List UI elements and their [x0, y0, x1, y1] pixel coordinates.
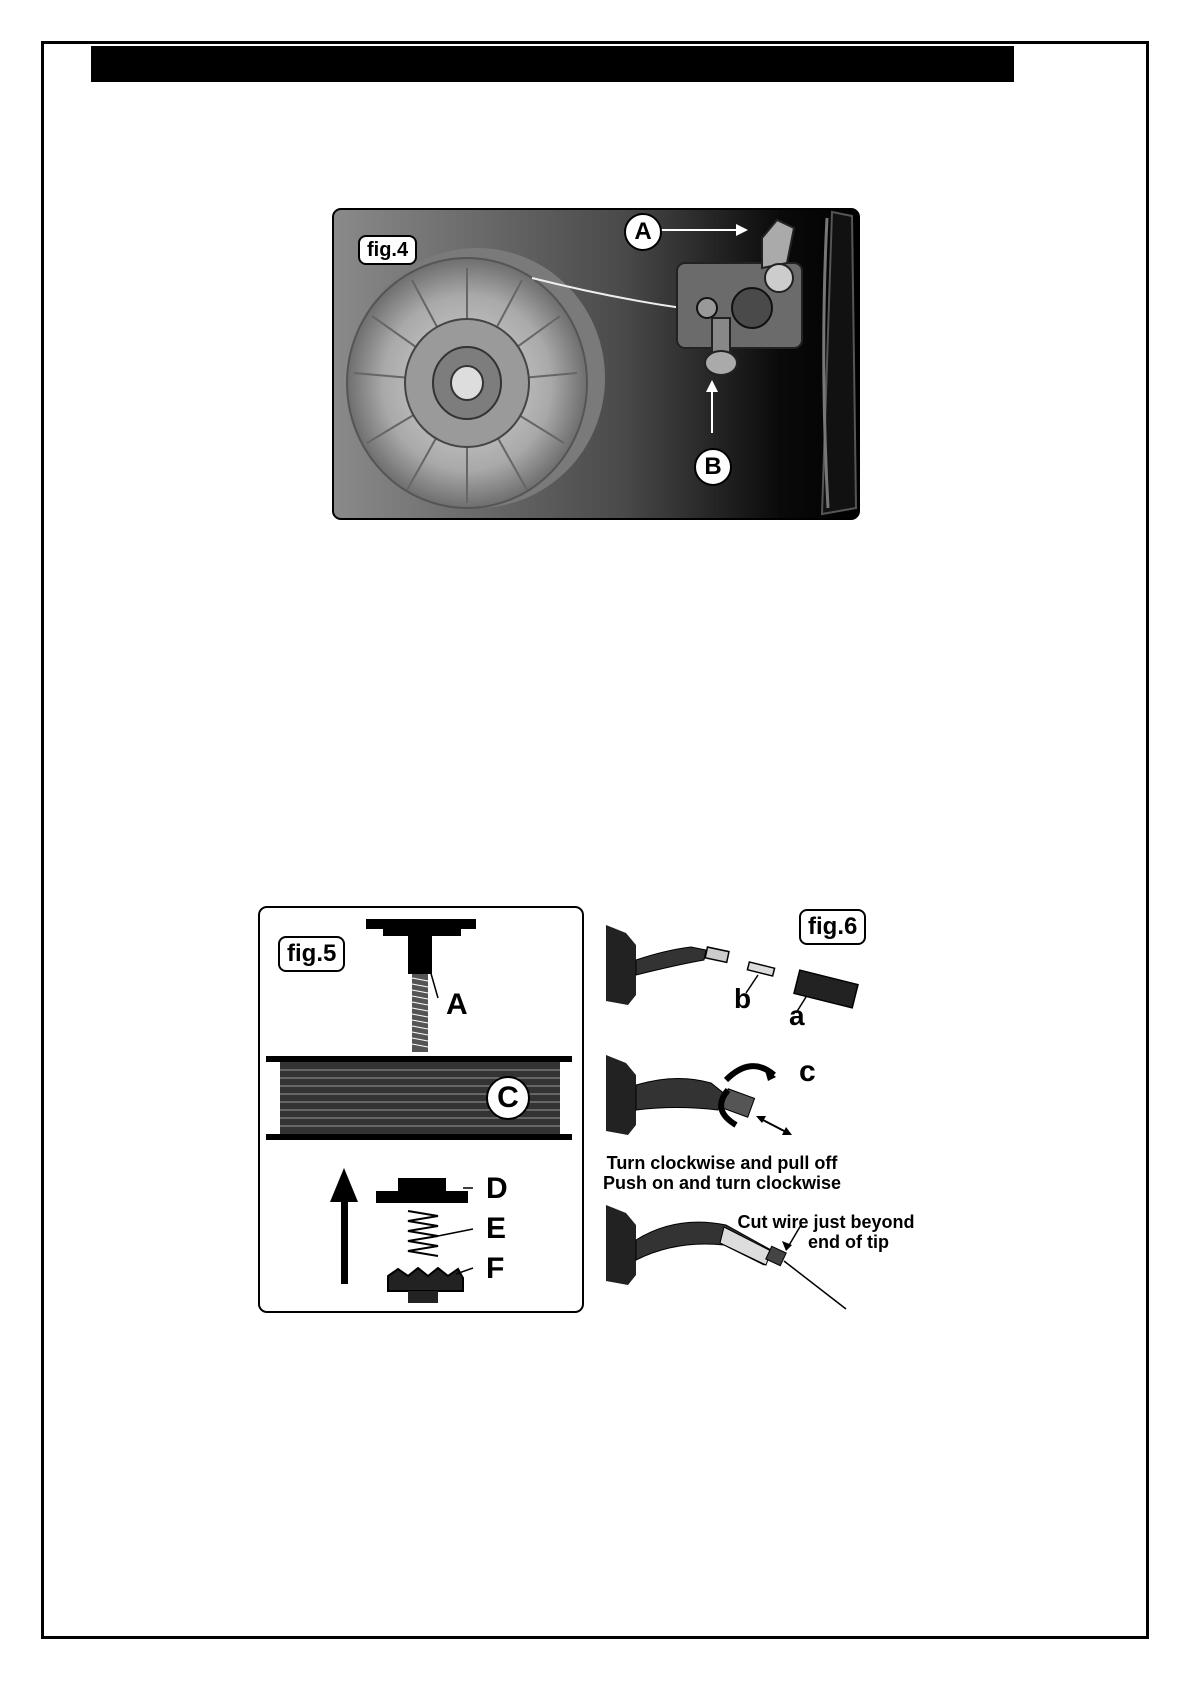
fig4-photo [332, 208, 860, 520]
fig6-diagram [596, 905, 936, 1315]
fig5-label-a: A [446, 988, 468, 1021]
fig5-label-d: D [486, 1172, 508, 1205]
fig6-tag: fig.6 [799, 909, 866, 945]
fig6-caption-cut-2: end of tip [808, 1232, 889, 1252]
fig5-diagram [258, 906, 584, 1313]
fig6-caption-cut-1: Cut wire just beyond [737, 1212, 915, 1232]
header-bar [91, 46, 1014, 82]
fig5-label-e: E [486, 1212, 507, 1245]
fig6-label-a: a [789, 1000, 805, 1031]
fig6-label-c: c [799, 1055, 816, 1088]
fig6-illustration [596, 905, 936, 1315]
fig6-label-b: b [734, 983, 752, 1014]
fig4-tag: fig.4 [358, 235, 417, 265]
fig6-caption-turn-1: Turn clockwise and pull off [606, 1153, 838, 1173]
fig5-label-c: C [486, 1076, 530, 1120]
fig4-label-a: A [624, 213, 662, 251]
fig5-tag: fig.5 [278, 936, 345, 972]
fig6-caption-turn-2: Push on and turn clockwise [602, 1173, 842, 1193]
fig5-label-f: F [486, 1252, 505, 1285]
fig4-label-b: B [694, 448, 732, 486]
